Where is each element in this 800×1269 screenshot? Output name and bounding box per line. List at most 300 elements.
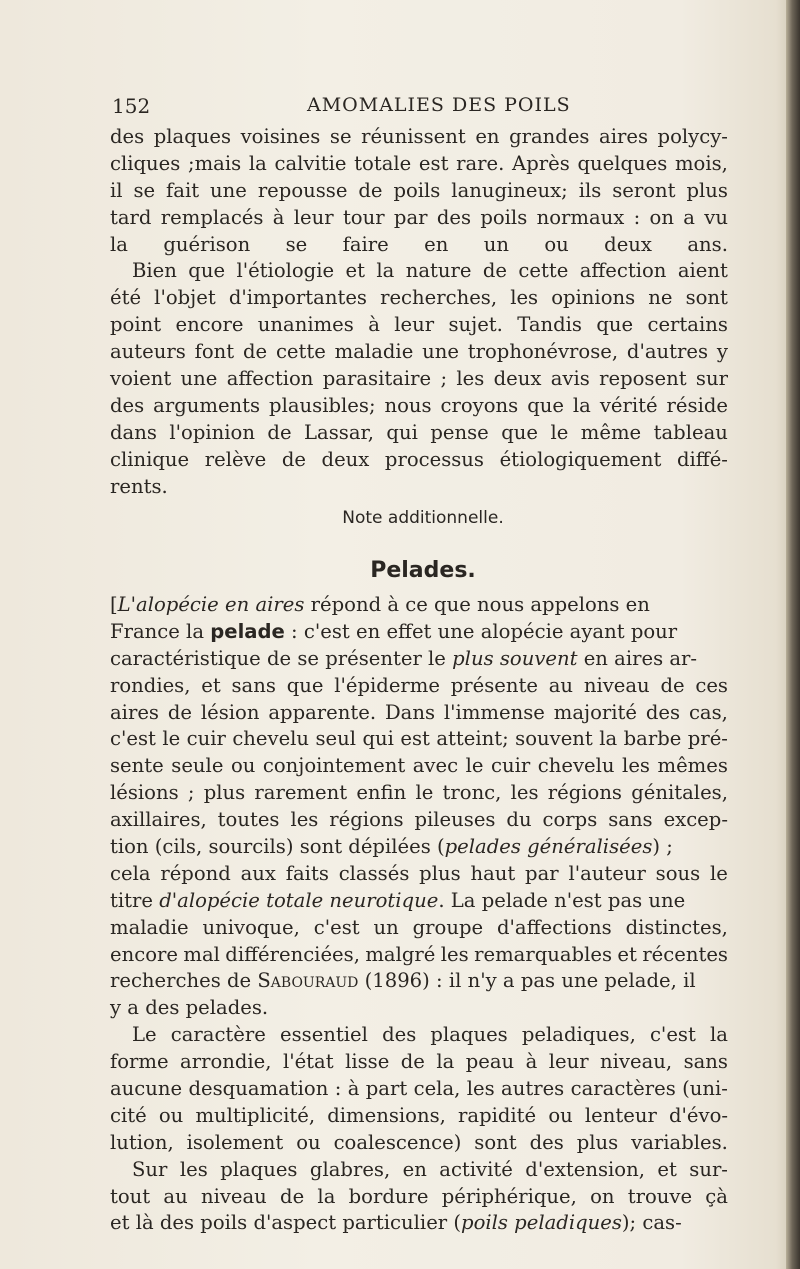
word: régions — [329, 808, 404, 832]
paragraph-1 — [110, 124, 728, 258]
word: lution, — [110, 1130, 174, 1154]
text-line — [110, 592, 728, 619]
word: aux — [240, 861, 276, 885]
word: toutes — [217, 808, 280, 832]
word: de — [660, 673, 685, 697]
word: à — [368, 313, 380, 337]
emphasis: plus souvent — [452, 646, 578, 670]
text-line — [110, 1184, 728, 1211]
word: ou — [544, 232, 569, 256]
word: le — [465, 754, 484, 778]
word: d'autres — [626, 340, 709, 364]
text-line — [110, 178, 728, 205]
word: de — [482, 259, 507, 283]
word: maladie — [110, 915, 189, 939]
word: Après — [512, 151, 570, 175]
word: une — [422, 340, 459, 364]
word: caractère — [170, 1023, 266, 1047]
word: enfin — [356, 781, 407, 805]
word: faire — [342, 232, 389, 256]
paragraph-4 — [110, 1022, 728, 1156]
word: lisse — [345, 1050, 390, 1074]
word: par — [525, 861, 559, 885]
word: plaques — [153, 125, 232, 148]
word: les — [510, 781, 539, 805]
page-header — [112, 94, 724, 122]
word: ; — [440, 367, 448, 391]
word: arguments — [153, 393, 261, 417]
word: est — [418, 151, 449, 175]
word: les — [622, 754, 650, 778]
word: seule — [171, 754, 224, 778]
word: processus — [384, 447, 484, 471]
word: peau — [465, 1050, 515, 1074]
word: ne — [648, 286, 673, 310]
word: sur- — [689, 1157, 728, 1181]
word: axillaires, — [110, 808, 207, 832]
word: voient — [110, 367, 172, 391]
word: que — [188, 259, 226, 283]
text-line — [110, 834, 728, 861]
word: d'évo- — [668, 1103, 728, 1127]
text-line — [110, 888, 728, 915]
word: souvent — [515, 727, 593, 751]
text-line — [110, 1130, 728, 1157]
word: mêmes — [657, 754, 728, 778]
word: qui — [362, 727, 394, 751]
text-span: tion (cils, sourcils) sont dépilées (pelades généralisées) ; — [110, 835, 673, 859]
word: Lassar, — [304, 420, 374, 444]
paragraph-3 — [110, 592, 728, 1022]
word: trophonévrose, — [467, 340, 619, 364]
note-title: Note additionnelle. — [342, 508, 504, 528]
word: lésions — [110, 781, 179, 805]
word: forme — [110, 1050, 169, 1074]
word: la — [709, 1023, 728, 1047]
text-line — [110, 474, 728, 501]
word: totale — [354, 151, 412, 175]
word: poils — [393, 178, 441, 202]
word: des — [645, 700, 681, 724]
text-line — [110, 1210, 728, 1237]
word: que — [527, 393, 564, 417]
word: autres — [501, 1077, 565, 1101]
word: est — [400, 727, 430, 751]
word: guérison — [163, 232, 251, 256]
word: se — [285, 232, 308, 256]
word: plus — [203, 781, 246, 805]
word: la — [110, 232, 128, 256]
word: sont — [474, 1130, 517, 1154]
word: en — [475, 125, 500, 148]
word: affection — [226, 367, 314, 391]
word: rare. — [456, 151, 505, 175]
word: c'est — [649, 1023, 696, 1047]
word: une — [180, 367, 218, 391]
word: Dans — [384, 700, 436, 724]
text-line — [110, 151, 728, 178]
word: clinique — [110, 447, 190, 471]
word: le — [550, 420, 569, 444]
paragraph-2 — [110, 258, 728, 500]
word: : — [334, 1077, 342, 1101]
text-span: recherches de Sabouraud (1896) : il n'y a pas une pelade, il — [110, 969, 696, 993]
word: régions — [547, 781, 622, 805]
word: sente — [110, 754, 164, 778]
word: variables. — [631, 1130, 728, 1154]
word: rents. — [110, 474, 168, 498]
word: on — [649, 205, 674, 229]
author-name: Sabouraud — [257, 969, 359, 993]
word: par — [393, 205, 428, 229]
word: ou — [548, 1103, 573, 1127]
word: isolement — [186, 1130, 284, 1154]
word: plaques — [220, 1157, 298, 1181]
word: leur — [293, 205, 334, 229]
word: ou — [230, 754, 256, 778]
text-line — [110, 447, 728, 474]
word: aient — [677, 259, 728, 283]
word: peladiques, — [521, 1023, 636, 1047]
word: que — [596, 313, 634, 337]
text-line — [110, 726, 728, 753]
word: niveau — [583, 673, 650, 697]
word: encore — [110, 942, 178, 966]
word: rapidité — [458, 1103, 537, 1127]
word: caractères — [570, 1077, 676, 1101]
word: chevelu — [537, 754, 615, 778]
word: on — [590, 1184, 615, 1208]
word: distinctes, — [625, 915, 728, 939]
word: tableau — [653, 420, 728, 444]
word: tronc, — [442, 781, 502, 805]
word: à — [525, 1050, 538, 1074]
word: de — [167, 700, 192, 724]
word: l'épiderme — [334, 673, 440, 697]
text-block-2 — [110, 592, 728, 1237]
word: et — [657, 1157, 677, 1181]
word: pense — [430, 420, 489, 444]
text-span: titre d'alopécie totale neurotique. La pelade n'est pas une — [110, 888, 686, 912]
text-span: et là des poils d'aspect particulier (poils peladiques); cas- — [110, 1211, 682, 1235]
word: cuir — [491, 754, 531, 778]
text-line — [110, 339, 728, 366]
word: atteint; — [436, 727, 509, 751]
text-line — [110, 1076, 728, 1103]
word: le — [415, 781, 434, 805]
word: relève — [204, 447, 267, 471]
word: quelques — [577, 151, 668, 175]
word: deux — [493, 367, 542, 391]
word: : — [633, 205, 641, 229]
word: la — [599, 727, 618, 751]
word: que — [501, 420, 538, 444]
word: ces — [695, 673, 728, 697]
word: l'auteur — [568, 861, 646, 885]
word: remplacés — [160, 205, 264, 229]
word: niveau, — [600, 1050, 673, 1074]
word: sans — [231, 673, 276, 697]
word: cela, — [413, 1077, 461, 1101]
word: présente — [450, 673, 538, 697]
word: à — [272, 205, 285, 229]
text-line — [110, 285, 728, 312]
word: certains — [647, 313, 728, 337]
word: sous — [655, 861, 701, 885]
word: ou — [158, 1103, 184, 1127]
word: nous — [384, 393, 432, 417]
word: d'importantes — [228, 286, 367, 310]
word: point — [110, 313, 162, 337]
text-line — [110, 1049, 728, 1076]
word: coalescence) — [333, 1130, 462, 1154]
word: mal — [183, 942, 220, 966]
word: la — [436, 1050, 455, 1074]
word: cuir — [186, 727, 226, 751]
word: été — [110, 286, 142, 310]
word: ans. — [687, 232, 728, 256]
text-line — [110, 646, 728, 673]
word: sans — [683, 1050, 728, 1074]
word: et — [201, 673, 221, 697]
word: remarquables — [474, 942, 613, 966]
word: les — [179, 1157, 208, 1181]
word: au — [163, 1184, 188, 1208]
text-line — [110, 366, 728, 393]
word: que — [286, 673, 324, 697]
word: c'est — [110, 727, 156, 751]
word: desquamation — [188, 1077, 329, 1101]
word: plus — [686, 178, 728, 202]
word: opinions — [551, 286, 636, 310]
word: fait — [166, 178, 200, 202]
word: deux — [321, 447, 370, 471]
word: rarement — [254, 781, 348, 805]
text-line — [110, 861, 728, 888]
word: cette — [275, 340, 326, 364]
word: tard — [110, 205, 152, 229]
word: ou — [296, 1130, 321, 1154]
word: grandes — [509, 125, 590, 148]
text-line — [110, 753, 728, 780]
word: d'extension, — [525, 1157, 645, 1181]
emphasis: pelades généralisées — [444, 835, 653, 859]
word: tour — [342, 205, 385, 229]
word: mois, — [674, 151, 728, 175]
text-line — [110, 205, 728, 232]
word: répond — [160, 861, 231, 885]
text-line — [110, 1103, 728, 1130]
word: une — [210, 178, 247, 202]
word: faits — [285, 861, 329, 885]
word: dimensions, — [327, 1103, 446, 1127]
word: Tandis — [517, 313, 582, 337]
word: Sur — [132, 1157, 168, 1181]
word: réunissent — [361, 125, 466, 148]
word: étiologiquement — [499, 447, 662, 471]
word: un — [373, 915, 399, 939]
emphasis: d'alopécie totale neurotique — [159, 888, 439, 912]
text-line — [110, 312, 728, 339]
text-line — [110, 393, 728, 420]
word: cliques — [110, 151, 181, 175]
word: cas, — [688, 700, 728, 724]
word: reposent — [599, 367, 687, 391]
word: des — [110, 393, 145, 417]
word: lésion — [200, 700, 260, 724]
word: Le — [132, 1023, 157, 1047]
word: la — [572, 393, 591, 417]
text-line — [110, 673, 728, 700]
word: univoque, — [202, 915, 300, 939]
text-span: caractéristique de se présenter le plus souvent en aires ar- — [110, 646, 698, 670]
word: d'affections — [496, 915, 612, 939]
text-line — [110, 700, 728, 727]
word: seront — [612, 178, 676, 202]
word: ils — [578, 178, 602, 202]
word: un — [483, 232, 509, 256]
word: des — [436, 205, 472, 229]
running-head: AMOMALIES DES POILS — [307, 94, 571, 116]
text-line — [110, 1157, 728, 1184]
word: en — [402, 1157, 427, 1181]
word: calvitie — [274, 151, 347, 175]
word: lanugineux; — [451, 178, 568, 202]
emphasis: L'alopécie en aires — [117, 593, 305, 616]
paragraph-5 — [110, 1157, 728, 1238]
text-span: France la pelade : c'est en effet une alopécie ayant pour — [110, 619, 678, 643]
word: de — [267, 420, 292, 444]
word: au — [548, 673, 574, 697]
word: essentiel — [280, 1023, 368, 1047]
word: qui — [386, 420, 418, 444]
word: bordure — [348, 1184, 429, 1208]
text-line — [110, 619, 728, 646]
word: unanimes — [257, 313, 354, 337]
word: le — [162, 727, 181, 751]
word: vu — [704, 205, 728, 229]
word: le — [709, 861, 728, 885]
word: et — [617, 942, 637, 966]
emphasis: poils peladiques — [461, 1211, 622, 1235]
word: leur — [394, 313, 435, 337]
word: les — [466, 1077, 495, 1101]
word: leur — [548, 1050, 589, 1074]
word: du — [506, 808, 532, 832]
word: niveau — [200, 1184, 267, 1208]
word: l'opinion — [169, 420, 255, 444]
text-line — [110, 807, 728, 834]
word: la — [317, 1184, 336, 1208]
word: sans — [608, 808, 653, 832]
text-line — [110, 968, 728, 995]
word: l'état — [282, 1050, 334, 1074]
text-line — [110, 1022, 728, 1049]
bold-term: pelade — [210, 619, 285, 643]
word: des — [529, 1130, 564, 1154]
page-number: 152 — [112, 94, 151, 118]
word: l'objet — [154, 286, 216, 310]
word: vérité — [599, 393, 658, 417]
word: barbe — [623, 727, 682, 751]
word: cité — [110, 1103, 147, 1127]
word: conjointement — [262, 754, 406, 778]
word: auteurs — [110, 340, 186, 364]
word: multiplicité, — [195, 1103, 316, 1127]
word: Bien — [132, 259, 177, 283]
word: groupe — [412, 915, 484, 939]
word: plus — [419, 861, 461, 885]
word: de — [280, 1184, 305, 1208]
word: se — [133, 178, 156, 202]
word: avis — [550, 367, 590, 391]
word: plus — [576, 1130, 619, 1154]
word: diffé- — [676, 447, 728, 471]
word: plaques — [430, 1023, 508, 1047]
word: sur — [695, 367, 728, 391]
word: tout — [110, 1184, 151, 1208]
word: récentes — [642, 942, 728, 966]
word: l'immense — [443, 700, 545, 724]
text-line — [110, 258, 728, 285]
word: (uni- — [682, 1077, 728, 1101]
word: la — [376, 259, 395, 283]
word: excep- — [663, 808, 728, 832]
word: à — [347, 1077, 360, 1101]
word: plausibles; — [269, 393, 376, 417]
word: aires — [599, 125, 648, 148]
word: haut — [470, 861, 516, 885]
word: différenciées, — [225, 942, 360, 966]
word: y — [716, 340, 728, 364]
word: sont — [685, 286, 728, 310]
word: des — [382, 1023, 417, 1047]
word: activité — [439, 1157, 513, 1181]
word: majorité — [553, 700, 637, 724]
word: normaux — [536, 205, 625, 229]
word: lenteur — [584, 1103, 657, 1127]
word: les — [440, 942, 469, 966]
word: recherches, — [380, 286, 498, 310]
text-block-1 — [110, 124, 728, 500]
word: sujet. — [448, 313, 503, 337]
text-line — [110, 915, 728, 942]
word: maladie — [334, 340, 414, 364]
word: part — [365, 1077, 408, 1101]
text-line — [110, 420, 728, 447]
word: çà — [705, 1184, 728, 1208]
word: rondies, — [110, 673, 191, 697]
word: a — [683, 205, 695, 229]
word: les — [510, 286, 539, 310]
text-span: [L'alopécie en aires répond à ce que nous appelons en — [110, 593, 650, 616]
word: et — [345, 259, 365, 283]
word: les — [290, 808, 319, 832]
word: deux — [604, 232, 652, 256]
word: corps — [542, 808, 598, 832]
word: encore — [175, 313, 244, 337]
word: chevelu — [232, 727, 310, 751]
word: cela — [110, 861, 151, 885]
word: se — [329, 125, 352, 148]
word: de — [281, 447, 306, 471]
word: aucune — [110, 1077, 183, 1101]
word: dans — [110, 420, 157, 444]
word: pré- — [687, 727, 728, 751]
word: apparente. — [268, 700, 377, 724]
word: font — [194, 340, 235, 364]
word: nature — [405, 259, 472, 283]
